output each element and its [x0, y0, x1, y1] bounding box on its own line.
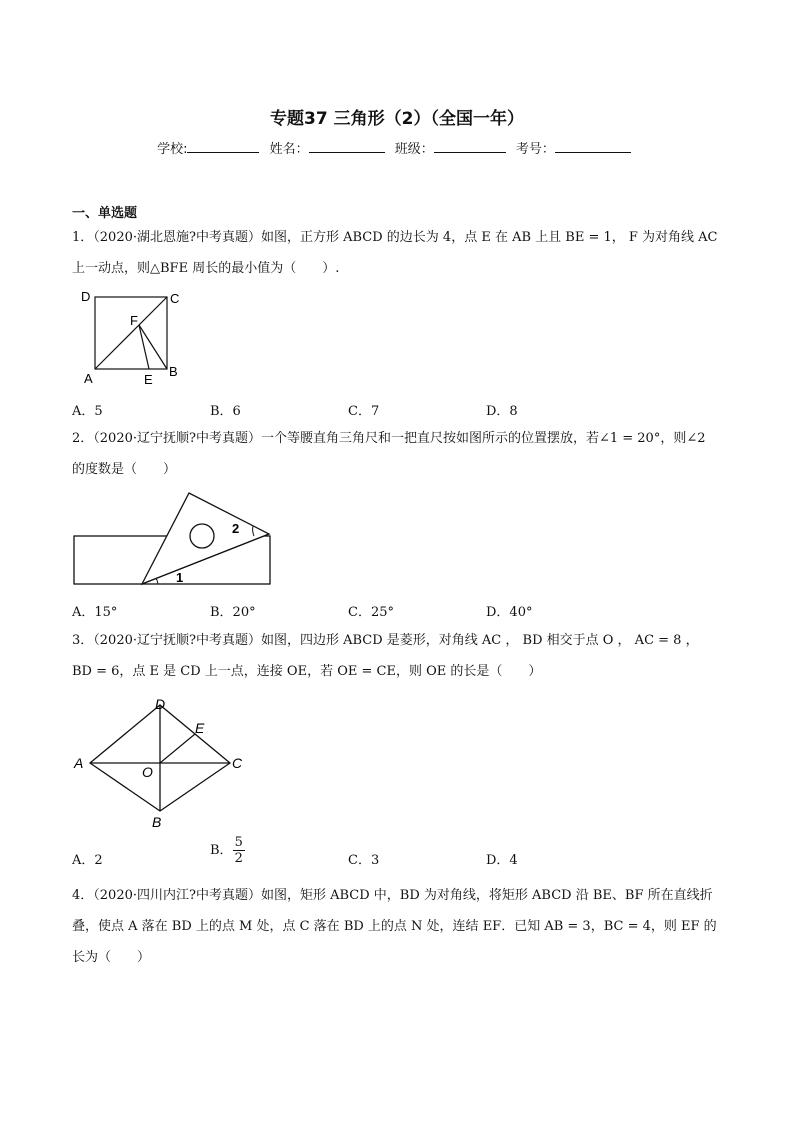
angle-1-arc — [156, 578, 158, 584]
question-4 — [72, 880, 726, 973]
option-a[interactable]: A．2 — [72, 853, 103, 868]
segment-fb — [139, 325, 167, 369]
label-d: D — [81, 289, 91, 304]
ruler-triangle-figure — [72, 490, 282, 590]
question-number: 4． — [72, 888, 94, 903]
square-figure — [72, 287, 192, 387]
school-label: 学校: — [157, 142, 188, 157]
label-b: B — [152, 814, 162, 830]
label-d: D — [155, 696, 166, 712]
question-number: 1． — [72, 230, 94, 245]
option-b-letter: B． — [210, 843, 233, 858]
option-a[interactable]: A．15° — [72, 605, 118, 620]
diagonal-ac — [95, 297, 167, 369]
section-title: 一、单选题 — [72, 206, 138, 221]
page-title: 专题37 三角形（2）（全国一年） — [270, 109, 524, 129]
option-b[interactable]: B．6 — [210, 404, 241, 419]
question-text: 如图，四边形 ABCD 是菱形，对角线 AC ， BD 相交于点 O ， AC = 8 ， — [260, 633, 699, 648]
option-c[interactable]: C．7 — [348, 404, 380, 419]
option-d[interactable]: D．8 — [486, 404, 518, 419]
label-b: B — [169, 364, 178, 379]
question-text-cont: 的度数是（ ） — [72, 462, 177, 477]
segment-oe — [160, 734, 195, 763]
label-e: E — [144, 372, 153, 387]
label-a: A — [84, 371, 93, 386]
option-b[interactable]: B．20° — [210, 605, 256, 620]
student-info-line — [0, 138, 794, 157]
label-o: O — [142, 764, 153, 780]
option-a[interactable]: A．5 — [72, 404, 103, 419]
question-text-cont: 长为（ ） — [72, 950, 151, 965]
angle-1-label: 1 — [176, 570, 184, 585]
question-number: 2． — [72, 431, 94, 446]
fraction-numerator: 5 — [234, 835, 243, 850]
option-b-fraction — [233, 835, 245, 866]
label-c: C — [170, 291, 180, 306]
question-number: 3． — [72, 633, 94, 648]
option-b[interactable] — [210, 835, 245, 866]
question-3-options — [72, 835, 732, 869]
rhombus-figure — [70, 693, 260, 833]
question-2-options — [72, 601, 732, 621]
name-label: 姓名： — [269, 142, 309, 157]
question-text: 如图，矩形 ABCD 中，BD 为对角线，将矩形 ABCD 沿 BE、BF 所在直线折 — [260, 888, 713, 903]
question-source: （2020·辽宁抚顺?中考真题） — [93, 633, 261, 648]
question-text-cont: 上一动点，则△BFE 周长的最小值为（ ）. — [72, 261, 340, 276]
option-c[interactable]: C．3 — [348, 853, 380, 868]
option-c[interactable]: C．25° — [348, 605, 394, 620]
segment-fe — [139, 325, 149, 369]
exam-no-label: 考号： — [515, 142, 555, 157]
question-source: （2020·湖北恩施?中考真题） — [93, 230, 261, 245]
question-text: 一个等腰直角三角尺和一把直尺按如图所示的位置摆放，若∠1 = 20°，则∠2 — [260, 431, 706, 446]
fraction-denominator: 2 — [234, 851, 243, 866]
label-f: F — [130, 313, 138, 328]
name-blank[interactable] — [309, 140, 385, 153]
question-source: （2020·四川内江?中考真题） — [93, 888, 261, 903]
exam-no-blank[interactable] — [555, 140, 631, 153]
question-1 — [72, 222, 726, 284]
question-source: （2020·辽宁抚顺?中考真题） — [93, 431, 261, 446]
angle-2-label: 2 — [232, 521, 240, 536]
question-text-cont: BD = 6，点 E 是 CD 上一点，连接 OE，若 OE = CE，则 OE 的长是（ ） — [72, 664, 542, 679]
school-blank[interactable] — [187, 140, 259, 153]
label-e: E — [195, 720, 205, 736]
class-blank[interactable] — [434, 140, 506, 153]
question-2 — [72, 423, 726, 485]
label-a: A — [74, 755, 84, 771]
question-text: 如图，正方形 ABCD 的边长为 4，点 E 在 AB 上且 BE = 1， F 为对角线 AC — [260, 230, 718, 245]
label-c: C — [232, 755, 243, 771]
question-3 — [72, 625, 726, 687]
set-square — [142, 493, 269, 584]
option-d[interactable]: D．4 — [486, 853, 518, 868]
option-d[interactable]: D．40° — [486, 605, 533, 620]
class-label: 班级： — [394, 142, 434, 157]
question-text-cont: 叠，使点 A 落在 BD 上的点 M 处，点 C 落在 BD 上的点 N 处，连结 EF．已知 AB = 3，BC = 4，则 EF 的 — [72, 919, 717, 934]
question-1-options — [72, 400, 732, 420]
